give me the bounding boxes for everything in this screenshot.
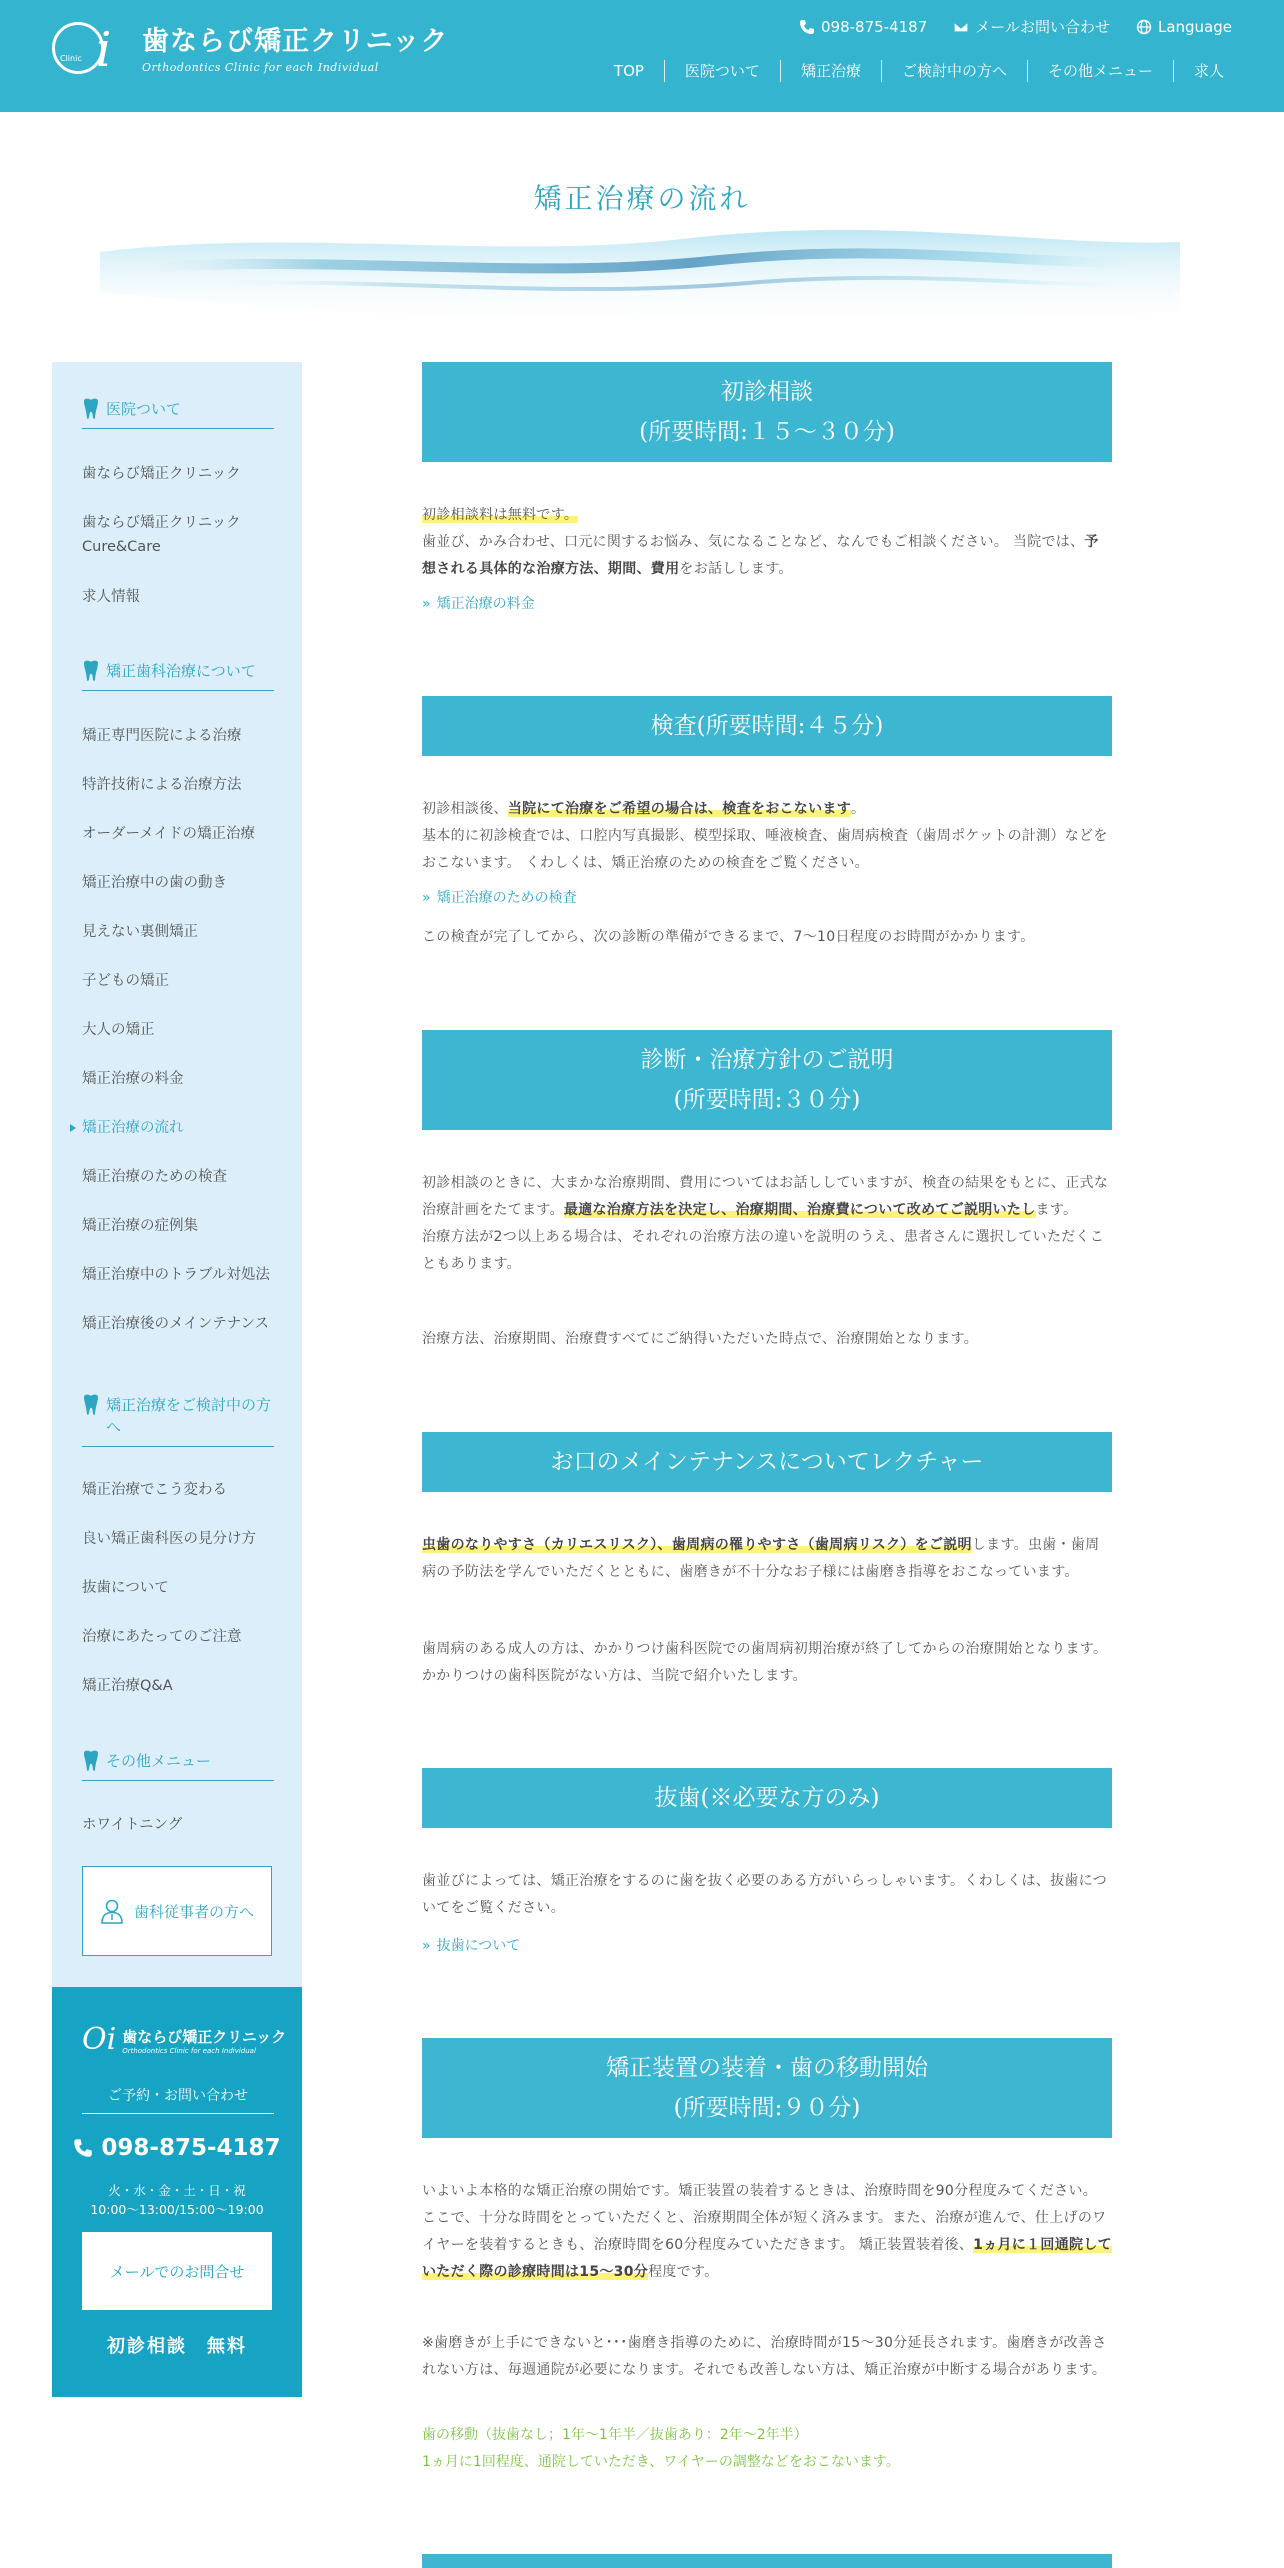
- sidebar-item-cure-care[interactable]: 歯ならび矯正クリニック Cure&Care: [82, 515, 241, 555]
- sidebar-item-changes[interactable]: 矯正治療でこう変わる: [82, 1482, 227, 1498]
- tooth-icon: [82, 1394, 100, 1416]
- contact-label: ご予約・お問い合わせ: [82, 2085, 274, 2114]
- sidebar-item-clinic[interactable]: 歯ならび矯正クリニック: [82, 466, 241, 482]
- global-nav: [594, 60, 1244, 82]
- contact-logo: Oi 歯ならび矯正クリニック Orthodontics Clinic for each Individual: [82, 2022, 287, 2057]
- nav-recruit[interactable]: 求人: [1173, 60, 1244, 82]
- phone-icon: [799, 19, 815, 35]
- hero-banner: [0, 112, 1284, 362]
- sidebar: [52, 362, 302, 1987]
- nav-other-menu[interactable]: その他メニュー: [1027, 60, 1173, 82]
- sidebar-item-whitening[interactable]: ホワイトニング: [82, 1817, 183, 1833]
- sidebar-item-flow[interactable]: 矯正治療の流れ: [82, 1116, 282, 1140]
- person-icon: [100, 1898, 124, 1924]
- logo-title: 歯ならび矯正クリニック: [142, 25, 449, 57]
- sidebar-item-qa[interactable]: 矯正治療Q&A: [82, 1678, 173, 1694]
- logo-subtitle: Orthodontics Clinic for each Individual: [142, 60, 379, 74]
- sidebar-item-extraction[interactable]: 抜歯について: [82, 1580, 169, 1596]
- section-text-maintenance-lecture-2: 歯周病のある成人の方は、かかりつけ歯科医院での歯周病初期治療が終了してからの治療開始となります。かかりつけの歯科医院がない方は、当院で紹介いたします。: [422, 1641, 1108, 1684]
- sidebar-item-maintenance[interactable]: 矯正治療後のメインテナンス: [82, 1316, 270, 1332]
- contact-mail-button[interactable]: メールでのお問合せ: [82, 2232, 272, 2310]
- sidebar-heading-other: その他メニュー: [82, 1750, 274, 1781]
- tooth-icon: [82, 398, 100, 420]
- sidebar-item-children[interactable]: 子どもの矯正: [82, 973, 169, 989]
- nav-top[interactable]: TOP: [613, 62, 644, 80]
- contact-phone[interactable]: 098-875-4187: [52, 2135, 302, 2161]
- section-text-diagnosis: 初診相談のときに、大まかな治療期間、費用についてはお話ししていますが、検査の結果をもとに、正式な治療計画をたてます。最適な治療方法を決定し、治療期間、治療費について改めてご説明いたします。 治療方法が2つ以上ある場合は、それぞれの治療方法の違いを説明のうえ、患者さんに選択していただくこともあります。: [422, 1175, 1109, 1272]
- section-text-appliance: いよいよ本格的な矯正治療の開始です。矯正装置の装着するときは、治療時間を90分程度みてください。 ここで、十分な時間をとっていただくと、治療期間全体が短く済みます。また、治療が進んで、仕上げのワイヤーを装着するときも、治療時間を60分程度みていただきます。 矯正装置装着後、1ヵ月に１回通院していただく際の診療時間は15～30分程度です。: [422, 2183, 1112, 2280]
- sidebar-contact-box: [52, 1987, 302, 2397]
- section-title-diagnosis: 診断・治療方針のご説明 (所要時間:３０分): [422, 1030, 1112, 1130]
- tooth-icon: [82, 660, 100, 682]
- section-text-extraction: 歯並びによっては、矯正治療をするのに歯を抜く必要のある方がいらっしゃいます。くわしくは、抜歯についてをご覧ください。: [422, 1873, 1107, 1916]
- sidebar-item-specialist[interactable]: 矯正専門医院による治療: [82, 728, 242, 744]
- language-selector[interactable]: Language: [1136, 16, 1232, 37]
- sidebar-heading-orthodontics: 矯正歯科治療について: [82, 660, 274, 691]
- sidebar-item-cautions[interactable]: 治療にあたってのご注意: [82, 1629, 242, 1645]
- sidebar-item-good-doctor[interactable]: 良い矯正歯科医の見分け方: [82, 1531, 256, 1547]
- section-text-diagnosis-2: 治療方法、治療期間、治療費すべてにご納得いただいた時点で、治療開始となります。: [422, 1331, 979, 1347]
- section-text-examination: 初診相談後、当院にて治療をご希望の場合は、検査をおこないます。 基本的に初診検査では、口腔内写真撮影、模型採取、唾液検査、歯周病検査（歯周ポケットの計測）などをおこないます。 くわしくは、矯正治療のための検査をご覧ください。: [422, 801, 1108, 871]
- sidebar-item-examination[interactable]: 矯正治療のための検査: [82, 1169, 227, 1185]
- logo-mark: i Clinic: [52, 20, 128, 78]
- section-text-appliance-2: ※歯磨きが上手にできないと･･･歯磨き指導のために、治療時間が15～30分延長されます。歯磨きが改善されない方は、毎週通院が必要になります。それでも改善しない方は、矯正治療が中断する場合があります。: [422, 2335, 1107, 2378]
- sidebar-item-fees[interactable]: 矯正治療の料金: [82, 1071, 184, 1087]
- phone-icon: [73, 2138, 93, 2158]
- mail-icon: [953, 19, 969, 35]
- site-header: [0, 0, 1284, 112]
- section-text-initial-consultation: 初診相談料は無料です。 歯並び、かみ合わせ、口元に関するお悩み、気になることなど、なんでもご相談ください。 当院では、予想される具体的な治療方法、期間、費用をお話しします。: [422, 507, 1099, 577]
- section-text-maintenance-lecture: 虫歯のなりやすさ（カリエスリスク）、歯周病の罹りやすさ（歯周病リスク）をご説明します。虫歯・歯周病の予防法を学んでいただくとともに、歯磨きが不十分なお子様には歯磨き指導をおこなっています。: [422, 1537, 1100, 1580]
- section-title-initial-consultation: 初診相談 (所要時間:１５～３０分): [422, 362, 1112, 462]
- sidebar-item-patent[interactable]: 特許技術による治療方法: [82, 777, 242, 793]
- sidebar-heading-considering: 矯正治療をご検討中の方へ: [82, 1394, 274, 1447]
- nav-orthodontics[interactable]: 矯正治療: [780, 60, 881, 82]
- section-title-appliance: 矯正装置の装着・歯の移動開始 (所要時間:９０分): [422, 2038, 1112, 2138]
- sidebar-item-cases[interactable]: 矯正治療の症例集: [82, 1218, 198, 1234]
- sidebar-item-tooth-movement[interactable]: 矯正治療中の歯の動き: [82, 875, 227, 891]
- sidebar-heading-about: 医院ついて: [82, 398, 274, 429]
- sidebar-item-trouble[interactable]: 矯正治療中のトラブル対処法: [82, 1267, 270, 1283]
- section-title-examination: 検査(所要時間:４５分): [422, 696, 1112, 756]
- header-phone-link[interactable]: 098-875-4187: [799, 16, 927, 37]
- sidebar-item-recruit[interactable]: 求人情報: [82, 589, 140, 605]
- section-title-maintenance-lecture: お口のメインテナンスについてレクチャー: [422, 1432, 1112, 1492]
- nav-considering[interactable]: ご検討中の方へ: [881, 60, 1027, 82]
- section-note-duration: 歯の移動（抜歯なし；1年～1年半／抜歯あり：2年～2年半） 1ヵ月に1回程度、通院していただき、ワイヤーの調整などをおこないます。: [422, 2427, 900, 2470]
- section-text-examination-2: この検査が完了してから、次の診断の準備ができるまで、7～10日程度のお時間がかかります。: [422, 929, 1035, 945]
- sidebar-item-lingual[interactable]: 見えない裏側矯正: [82, 924, 198, 940]
- water-wave-image: [0, 222, 1284, 362]
- nav-about[interactable]: 医院ついて: [664, 60, 780, 82]
- section-title-next-partial: [422, 2554, 1112, 2568]
- header-contact-bar: [799, 16, 1232, 37]
- page-title: 矯正治療の流れ: [533, 182, 751, 215]
- globe-icon: [1136, 19, 1152, 35]
- section-title-extraction: 抜歯(※必要な方のみ): [422, 1768, 1112, 1828]
- contact-hours: 火・水・金・土・日・祝 10:00～13:00/15:00～19:00: [90, 2183, 264, 2217]
- logo[interactable]: [52, 20, 448, 78]
- sidebar-item-adult[interactable]: 大人の矯正: [82, 1022, 155, 1038]
- link-extraction[interactable]: » 抜歯について: [422, 1934, 520, 1958]
- header-mail-link[interactable]: メールお問い合わせ: [953, 16, 1110, 37]
- link-examination[interactable]: » 矯正治療のための検査: [422, 886, 577, 910]
- dental-staff-button[interactable]: 歯科従事者の方へ: [82, 1866, 272, 1956]
- sidebar-item-ordermade[interactable]: オーダーメイドの矯正治療: [82, 826, 255, 842]
- tooth-icon: [82, 1750, 100, 1772]
- free-consultation-label: 初診相談 無料: [107, 2336, 247, 2357]
- link-fees[interactable]: » 矯正治療の料金: [422, 592, 535, 616]
